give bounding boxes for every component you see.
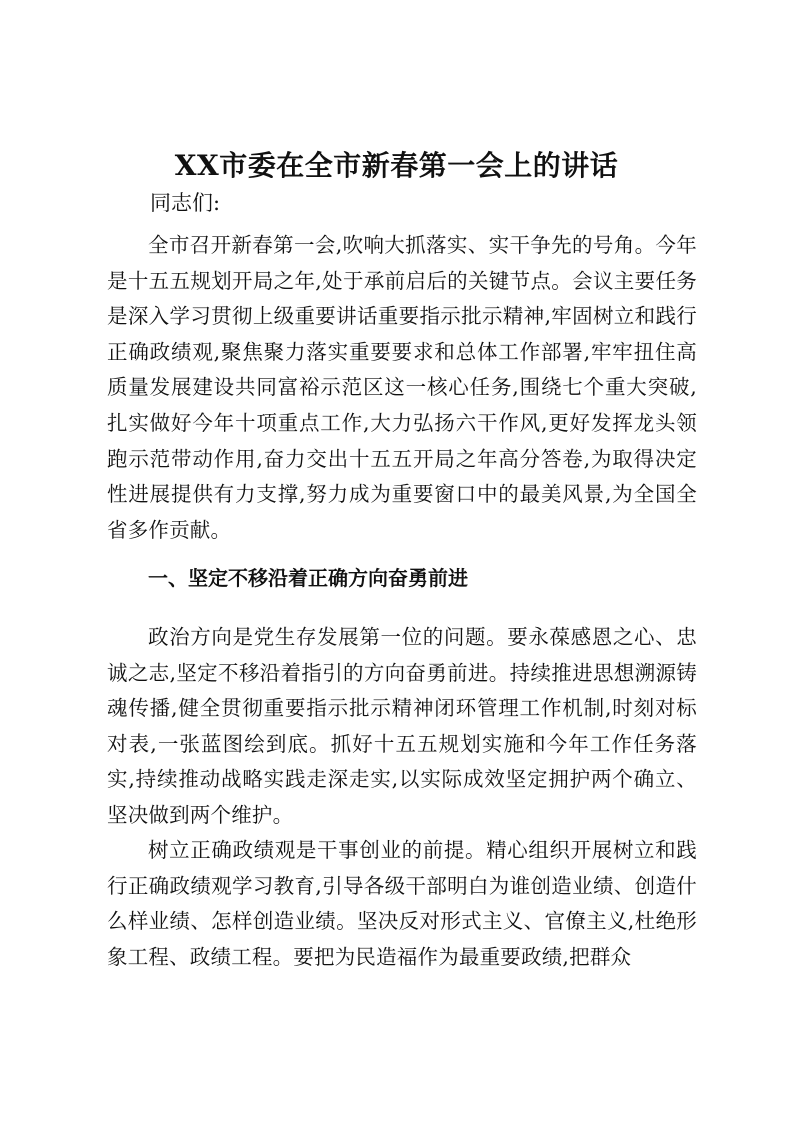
paragraph-performance-view: 树立正确政绩观是干事创业的前提。精心组织开展树立和践行正确政绩观学习教育,引导各级干部明白为谁创造业绩、创造什么样业绩、怎样创造业绩。坚决反对形式主义、官僚主义,杜绝形象工程、政绩工程。要把为民造福作为最重要政绩,把群众 xyxy=(107,838,697,969)
document-title: XX市委在全市新春第一会上的讲话 xyxy=(174,149,619,182)
salutation: 同志们: xyxy=(150,191,221,215)
section-heading: 一、坚定不移沿着正确方向奋勇前进 xyxy=(148,566,468,590)
paragraph-political-direction: 政治方向是党生存发展第一位的问题。要永葆感恩之心、忠诚之志,坚定不移沿着指引的方向奋勇前进。持续推进思想溯源铸魂传播,健全贯彻重要指示批示精神闭环管理工作机制,时刻对标对表,一张蓝图绘到底。抓好十五五规划实施和今年工作任务落实,持续推动战略实践走深走实,以实际成效坚定拥护两个确立、坚决做到两个维护。 xyxy=(107,625,697,827)
paragraph-intro: 全市召开新春第一会,吹响大抓落实、实干争先的号角。今年是十五五规划开局之年,处于承前启后的关键节点。会议主要任务是深入学习贯彻上级重要讲话重要指示批示精神,牢固树立和践行正确政绩观,聚焦聚力落实重要要求和总体工作部署,牢牢扭住高质量发展建设共同富裕示范区这一核心任务,围绕七个重大突破,扎实做好今年十项重点工作,大力弘扬六干作风,更好发挥龙头领跑示范带动作用,奋力交出十五五开局之年高分答卷,为取得决定性进展提供有力支撑,努力成为重要窗口中的最美风景,为全国全省多作贡献。 xyxy=(107,233,697,542)
